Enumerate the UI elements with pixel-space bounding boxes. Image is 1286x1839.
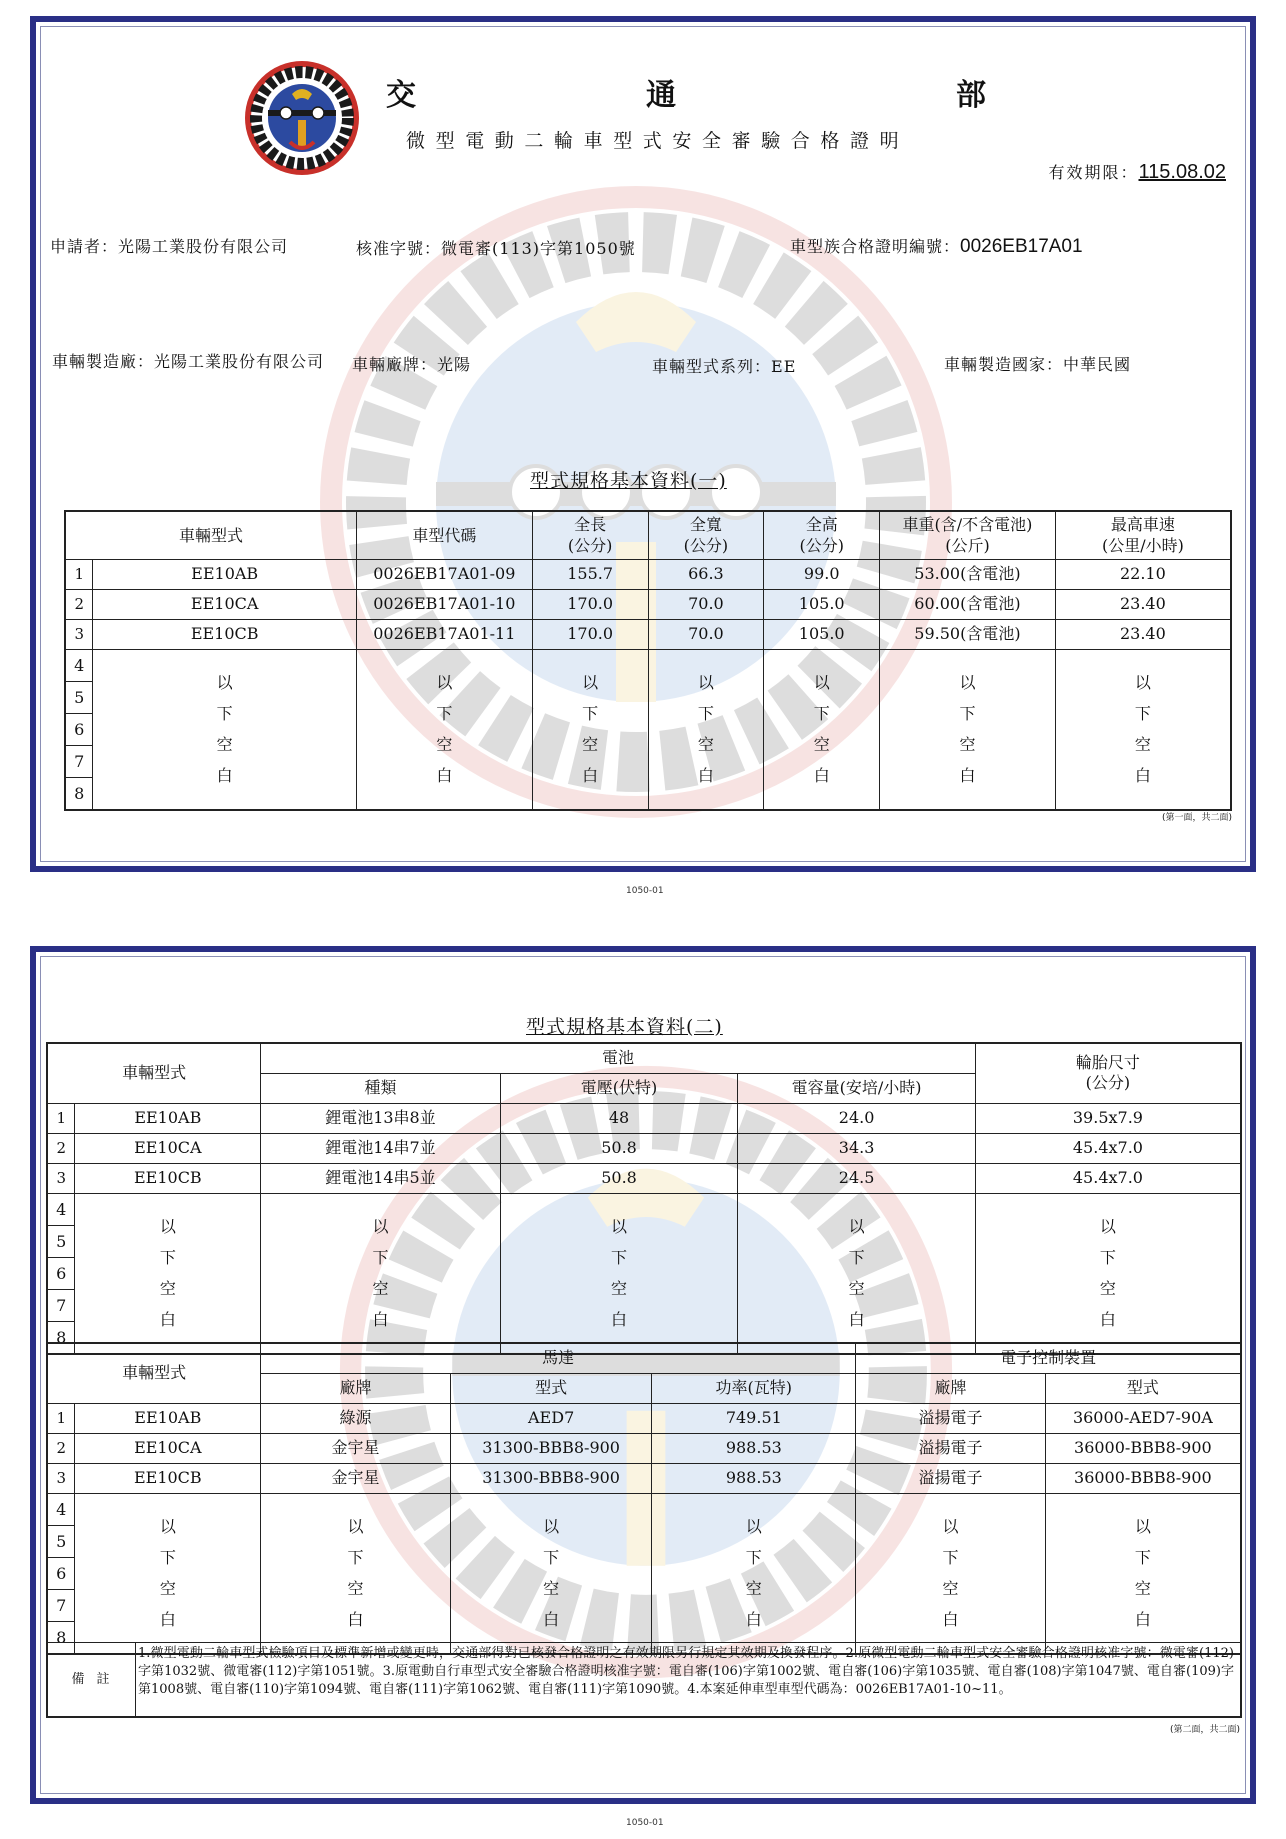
spec-table-2-title: 型式規格基本資料(二) [526, 1016, 723, 1038]
row-number: 1 [47, 1103, 75, 1133]
cell-code: 0026EB17A01-11 [356, 619, 532, 649]
cell-width: 66.3 [648, 559, 764, 589]
cell-controller-type: 36000-AED7-90A [1045, 1403, 1241, 1433]
certificate-title: 微型電動二輪車型式安全審驗合格證明 [406, 130, 910, 152]
cell-width: 70.0 [648, 619, 764, 649]
blank-number-column [48, 1194, 74, 1353]
serial-number-1: 1050-01 [626, 886, 664, 896]
blank-cell [75, 1493, 261, 1654]
cell-height: 105.0 [764, 619, 880, 649]
row-number: 8 [74, 783, 85, 803]
cell-code: 0026EB17A01-09 [356, 559, 532, 589]
page-note-1: (第一面，共二面) [1161, 813, 1232, 823]
cell-voltage: 48 [500, 1103, 738, 1133]
cell-motor-type: AED7 [450, 1403, 652, 1433]
cell-speed: 23.40 [1055, 619, 1231, 649]
cell-controller-brand: 溢揚電子 [856, 1403, 1046, 1433]
cell-speed: 22.10 [1055, 559, 1231, 589]
cell-length: 170.0 [532, 589, 648, 619]
blank-text: 以 下 空 白 [813, 673, 830, 785]
ministry-char-2: 通 [646, 78, 676, 113]
blank-cell [500, 1193, 738, 1354]
row-number: 3 [47, 1463, 75, 1493]
family-cert-number [790, 234, 1083, 258]
header-speed-label: 最高車速 [1110, 515, 1175, 535]
blank-cell [261, 1493, 451, 1654]
validity-period [1048, 160, 1226, 184]
spec-table-1-title: 型式規格基本資料(一) [530, 470, 727, 492]
blank-row [65, 649, 1231, 810]
table-row [47, 1163, 1241, 1193]
header-motor: 馬達 [261, 1343, 856, 1373]
cell-model: EE10CA [75, 1133, 261, 1163]
cell-model: EE10CB [93, 619, 356, 649]
table-row [47, 1133, 1241, 1163]
cell-weight: 53.00(含電池) [880, 559, 1056, 589]
blank-text: 以 下 空 白 [372, 1217, 389, 1329]
header-power: 功率(瓦特) [652, 1373, 856, 1403]
row-number: 1 [65, 559, 93, 589]
blank-cell [648, 649, 764, 810]
spec-table-2 [46, 1042, 1242, 1355]
cell-controller-type: 36000-BBB8-900 [1045, 1463, 1241, 1493]
cell-controller-type: 36000-BBB8-900 [1045, 1433, 1241, 1463]
certificate-page-2 [30, 946, 1256, 1804]
blank-text: 以 下 空 白 [159, 1217, 176, 1329]
header-speed [1055, 511, 1231, 559]
brand-label: 車輛廠牌： [352, 355, 438, 374]
table-header-row [47, 1343, 1241, 1373]
table-row [47, 1463, 1241, 1493]
ministry-char-3: 部 [956, 78, 986, 113]
blank-text: 以 下 空 白 [745, 1517, 762, 1629]
family-cert-label: 車型族合格證明編號： [790, 237, 961, 256]
row-number: 1 [47, 1403, 75, 1433]
header-tire-unit: (公分) [1085, 1073, 1131, 1093]
cell-controller-brand: 溢揚電子 [856, 1463, 1046, 1493]
header-capacity: 電容量(安培/小時) [738, 1073, 976, 1103]
blank-text: 以 下 空 白 [1134, 673, 1151, 785]
approval-number [356, 236, 636, 259]
blank-cell [764, 649, 880, 810]
header-weight [880, 511, 1056, 559]
row-number: 4 [66, 650, 92, 682]
cell-model: EE10AB [75, 1103, 261, 1133]
header-speed-unit: (公里/小時) [1101, 536, 1184, 556]
row-number: 5 [48, 1526, 74, 1558]
blank-row-numbers [47, 1493, 75, 1654]
approval-number-label: 核准字號： [356, 239, 442, 258]
blank-text: 以 下 空 白 [347, 1517, 364, 1629]
blank-text: 以 下 空 白 [942, 1517, 959, 1629]
header-height [764, 511, 880, 559]
page-note-2: (第二面，共二面) [1169, 1725, 1240, 1735]
cell-voltage: 50.8 [500, 1163, 738, 1193]
series [652, 354, 796, 377]
blank-text: 以 下 空 白 [1099, 1217, 1116, 1329]
country-label: 車輛製造國家： [944, 355, 1064, 374]
cell-weight: 60.00(含電池) [880, 589, 1056, 619]
validity-value: 115.08.02 [1138, 161, 1226, 183]
header-height-unit: (公分) [799, 536, 844, 556]
cell-code: 0026EB17A01-10 [356, 589, 532, 619]
row-number: 3 [65, 619, 93, 649]
row-number: 7 [66, 746, 92, 778]
cell-capacity: 24.5 [738, 1163, 976, 1193]
row-number: 2 [65, 589, 93, 619]
row-number: 8 [56, 1327, 67, 1347]
spec-table-1 [64, 510, 1232, 811]
blank-row-numbers [47, 1193, 75, 1354]
cell-tire: 39.5x7.9 [975, 1103, 1241, 1133]
blank-cell [652, 1493, 856, 1654]
certificate-page-1 [30, 16, 1256, 872]
table-row [47, 1433, 1241, 1463]
header-weight-unit: (公斤) [945, 536, 990, 556]
header-height-label: 全高 [805, 515, 838, 535]
blank-cell [1045, 1493, 1241, 1654]
cell-motor-type: 31300-BBB8-900 [450, 1463, 652, 1493]
cell-voltage: 50.8 [500, 1133, 738, 1163]
header-battery-type: 種類 [261, 1073, 501, 1103]
country [944, 352, 1131, 375]
cell-height: 105.0 [764, 589, 880, 619]
row-number: 4 [48, 1194, 74, 1226]
header-controller-brand: 廠牌 [856, 1373, 1046, 1403]
header-length-label: 全長 [574, 515, 607, 535]
table-row [47, 1103, 1241, 1133]
blank-number-column [66, 650, 92, 809]
family-cert-value: 0026EB17A01 [960, 236, 1083, 257]
table-header-row [47, 1043, 1241, 1073]
spec-table-3 [46, 1342, 1242, 1655]
applicant [50, 234, 288, 257]
blank-row [47, 1193, 1241, 1354]
header-tire [975, 1043, 1241, 1103]
applicant-label: 申請者： [50, 237, 119, 256]
cell-model: EE10CA [75, 1433, 261, 1463]
row-number: 4 [48, 1494, 74, 1526]
ministry-seal-icon [242, 58, 362, 178]
row-number: 7 [48, 1290, 74, 1322]
blank-cell [856, 1493, 1046, 1654]
header-width-label: 全寬 [689, 515, 722, 535]
cell-model: EE10CB [75, 1463, 261, 1493]
cell-motor-type: 31300-BBB8-900 [450, 1433, 652, 1463]
header-code: 車型代碼 [356, 511, 532, 559]
blank-cell [75, 1193, 261, 1354]
table-row [65, 589, 1231, 619]
blank-text: 以 下 空 白 [436, 673, 453, 785]
cell-tire: 45.4x7.0 [975, 1133, 1241, 1163]
series-value: EE [771, 357, 797, 376]
blank-cell [975, 1193, 1241, 1354]
header-model: 車輛型式 [47, 1343, 261, 1403]
cell-model: EE10CA [93, 589, 356, 619]
blank-cell [738, 1193, 976, 1354]
cell-battery-type: 鋰電池14串5並 [261, 1163, 501, 1193]
header-tire-label: 輪胎尺寸 [1075, 1053, 1140, 1073]
cell-width: 70.0 [648, 589, 764, 619]
header-width-unit: (公分) [683, 536, 729, 556]
cell-model: EE10AB [93, 559, 356, 589]
cell-motor-brand: 綠源 [261, 1403, 451, 1433]
manufacturer-label: 車輛製造廠： [52, 352, 155, 371]
row-number: 6 [66, 714, 92, 746]
country-value: 中華民國 [1063, 355, 1132, 374]
table-header-row [65, 511, 1231, 559]
approval-number-value: 微電審(113)字第1050號 [441, 239, 636, 258]
blank-text: 以 下 空 白 [848, 1217, 865, 1329]
cell-motor-brand: 金宇星 [261, 1433, 451, 1463]
cell-power: 988.53 [652, 1463, 856, 1493]
row-number: 2 [47, 1133, 75, 1163]
header-model: 車輛型式 [65, 511, 356, 559]
cell-power: 988.53 [652, 1433, 856, 1463]
row-number: 8 [56, 1627, 67, 1647]
remarks-text: 1.微型電動二輪車型式檢驗項目及標準新增或變更時，交通部得對已核發合格證明之有效期限另行規定其效期及換發程序。2.原微型電動二輪車型式安全審驗合格證明核准字號：微電審(112)字第1032號、微電審(112)字第1051號。3.原電動自行車型式安全審驗合格證明核准字號：電自審(106)字第1002號、電自審(106)字第1035號、電自審(108)字第1047號、電自審(109)字第1008號、電自審(110)字第1094號、電自審(111)字第1062號、電自審(111)字第1090號。4.本案延伸車型車型代碼為：0026EB17A01-10~11。 [138, 1646, 1234, 1697]
cell-model: EE10CB [75, 1163, 261, 1193]
header-width [648, 511, 764, 559]
cell-model: EE10AB [75, 1403, 261, 1433]
table-row [47, 1403, 1241, 1433]
cell-tire: 45.4x7.0 [975, 1163, 1241, 1193]
row-number: 6 [48, 1558, 74, 1590]
header-model: 車輛型式 [47, 1043, 261, 1103]
header-controller: 電子控制裝置 [856, 1343, 1241, 1373]
cell-power: 749.51 [652, 1403, 856, 1433]
row-number: 6 [48, 1258, 74, 1290]
cell-motor-brand: 金宇星 [261, 1463, 451, 1493]
row-number: 7 [48, 1590, 74, 1622]
header-voltage: 電壓(伏特) [500, 1073, 738, 1103]
cell-speed: 23.40 [1055, 589, 1231, 619]
blank-cell [356, 649, 532, 810]
table-row [65, 559, 1231, 589]
manufacturer [52, 350, 362, 374]
remarks-label: 備註 [48, 1643, 136, 1717]
blank-text: 以 下 空 白 [543, 1517, 560, 1629]
header-battery: 電池 [261, 1043, 976, 1073]
cell-controller-brand: 溢揚電子 [856, 1433, 1046, 1463]
ministry-char-1: 交 [386, 78, 416, 113]
blank-cell [450, 1493, 652, 1654]
cell-capacity: 24.0 [738, 1103, 976, 1133]
header-length-unit: (公分) [567, 536, 613, 556]
blank-text: 以 下 空 白 [216, 673, 233, 785]
row-number: 3 [47, 1163, 75, 1193]
brand [352, 352, 471, 375]
row-number: 2 [47, 1433, 75, 1463]
cell-battery-type: 鋰電池14串7並 [261, 1133, 501, 1163]
blank-cell [532, 649, 648, 810]
table-row [65, 619, 1231, 649]
row-number: 5 [48, 1226, 74, 1258]
blank-row-numbers [65, 649, 93, 810]
cell-battery-type: 鋰電池13串8並 [261, 1103, 501, 1133]
header-motor-type: 型式 [450, 1373, 652, 1403]
header-weight-label: 車重(含/不含電池) [902, 515, 1033, 535]
blank-cell [880, 649, 1056, 810]
serial-number-2: 1050-01 [626, 1818, 664, 1828]
applicant-value: 光陽工業股份有限公司 [118, 237, 289, 256]
blank-text: 以 下 空 白 [1134, 1517, 1151, 1629]
header-motor-brand: 廠牌 [261, 1373, 451, 1403]
blank-row [47, 1493, 1241, 1654]
manufacturer-value: 光陽工業股份有限公司 [154, 352, 325, 371]
header-controller-type: 型式 [1045, 1373, 1241, 1403]
blank-text: 以 下 空 白 [159, 1517, 176, 1629]
validity-label: 有效期限： [1048, 163, 1139, 182]
cell-height: 99.0 [764, 559, 880, 589]
blank-text: 以 下 空 白 [582, 673, 599, 785]
cell-length: 155.7 [532, 559, 648, 589]
series-label: 車輛型式系列： [652, 357, 772, 376]
blank-cell [93, 649, 356, 810]
header-length [532, 511, 648, 559]
blank-text: 以 下 空 白 [697, 673, 714, 785]
brand-value: 光陽 [437, 355, 472, 374]
cell-capacity: 34.3 [738, 1133, 976, 1163]
blank-cell [261, 1193, 501, 1354]
blank-text: 以 下 空 白 [959, 673, 976, 785]
blank-text: 以 下 空 白 [611, 1217, 628, 1329]
row-number: 5 [66, 682, 92, 714]
blank-cell [1055, 649, 1231, 810]
cell-weight: 59.50(含電池) [880, 619, 1056, 649]
remarks-box [46, 1642, 1242, 1718]
ministry-name [386, 70, 1076, 113]
blank-number-column [48, 1494, 74, 1653]
cell-length: 170.0 [532, 619, 648, 649]
